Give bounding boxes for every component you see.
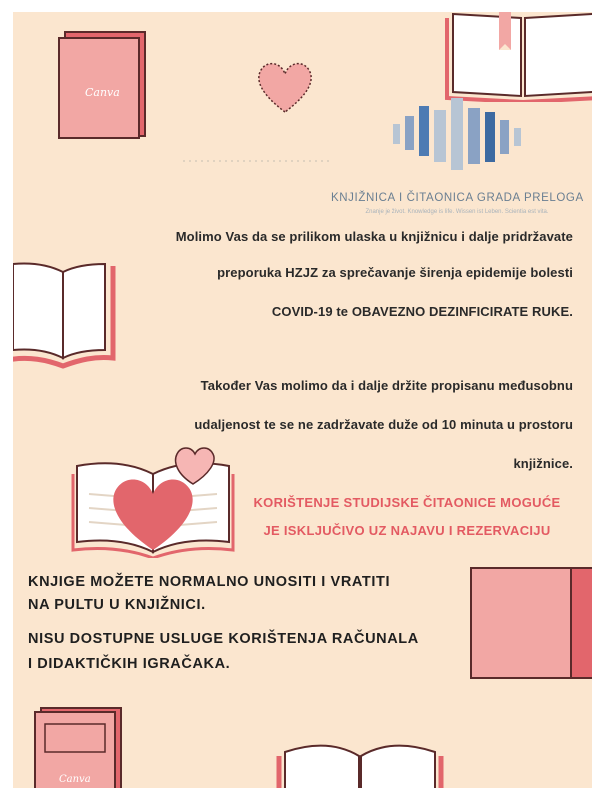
notice-line: COVID-19 te OBAVEZNO DEZINFICIRATE RUKE. — [271, 304, 573, 319]
canva-label: Canva — [59, 774, 91, 785]
closed-book-icon — [55, 24, 155, 142]
logo-bars-icon — [379, 98, 539, 170]
notice-line: preporuka HZJZ za sprečavanje širenja epidemije bolesti — [217, 265, 573, 280]
poster — [13, 12, 592, 788]
return-books-notice: NA PULTU U KNJIŽNICI. — [28, 597, 206, 613]
heart-icon — [253, 56, 317, 116]
notice-line: knjižnice. — [513, 456, 573, 471]
services-notice: I DIDAKTIČKIH IGRAČAKA. — [28, 656, 231, 672]
return-books-notice: KNJIGE MOŽETE NORMALNO UNOSITI I VRATITI — [28, 574, 391, 590]
reading-room-notice: JE ISKLJUČIVO UZ NAJAVU I REZERVACIJU — [263, 523, 551, 538]
open-book-icon — [275, 736, 445, 788]
notice-line: udaljenost te se ne zadržavate duže od 10 minuta u prostoru — [194, 417, 573, 432]
library-name: KNJIŽNICA I ČITAONICA GRADA PRELOGA — [331, 192, 584, 204]
open-book-icon — [443, 12, 592, 102]
services-notice: NISU DOSTUPNE USLUGE KORIŠTENJA RAČUNALA — [28, 631, 419, 647]
book-with-hearts-icon — [69, 434, 237, 558]
notice-line: Također Vas molimo da i dalje držite propisanu međusobnu — [200, 378, 573, 393]
open-book-icon — [13, 258, 117, 370]
closed-book-icon — [465, 564, 592, 684]
library-tagline: Znanje je život. Knowledge is life. Wissen ist Leben. Scientia est vita. — [365, 209, 549, 215]
canva-label: Canva — [85, 86, 120, 99]
closed-book-icon — [33, 706, 125, 788]
dotted-divider — [183, 158, 333, 164]
notice-line: Molimo Vas da se prilikom ulaska u knjižnicu i dalje pridržavate — [175, 229, 573, 244]
reading-room-notice: KORIŠTENJE STUDIJSKE ČITAONICE MOGUĆE — [253, 495, 561, 510]
